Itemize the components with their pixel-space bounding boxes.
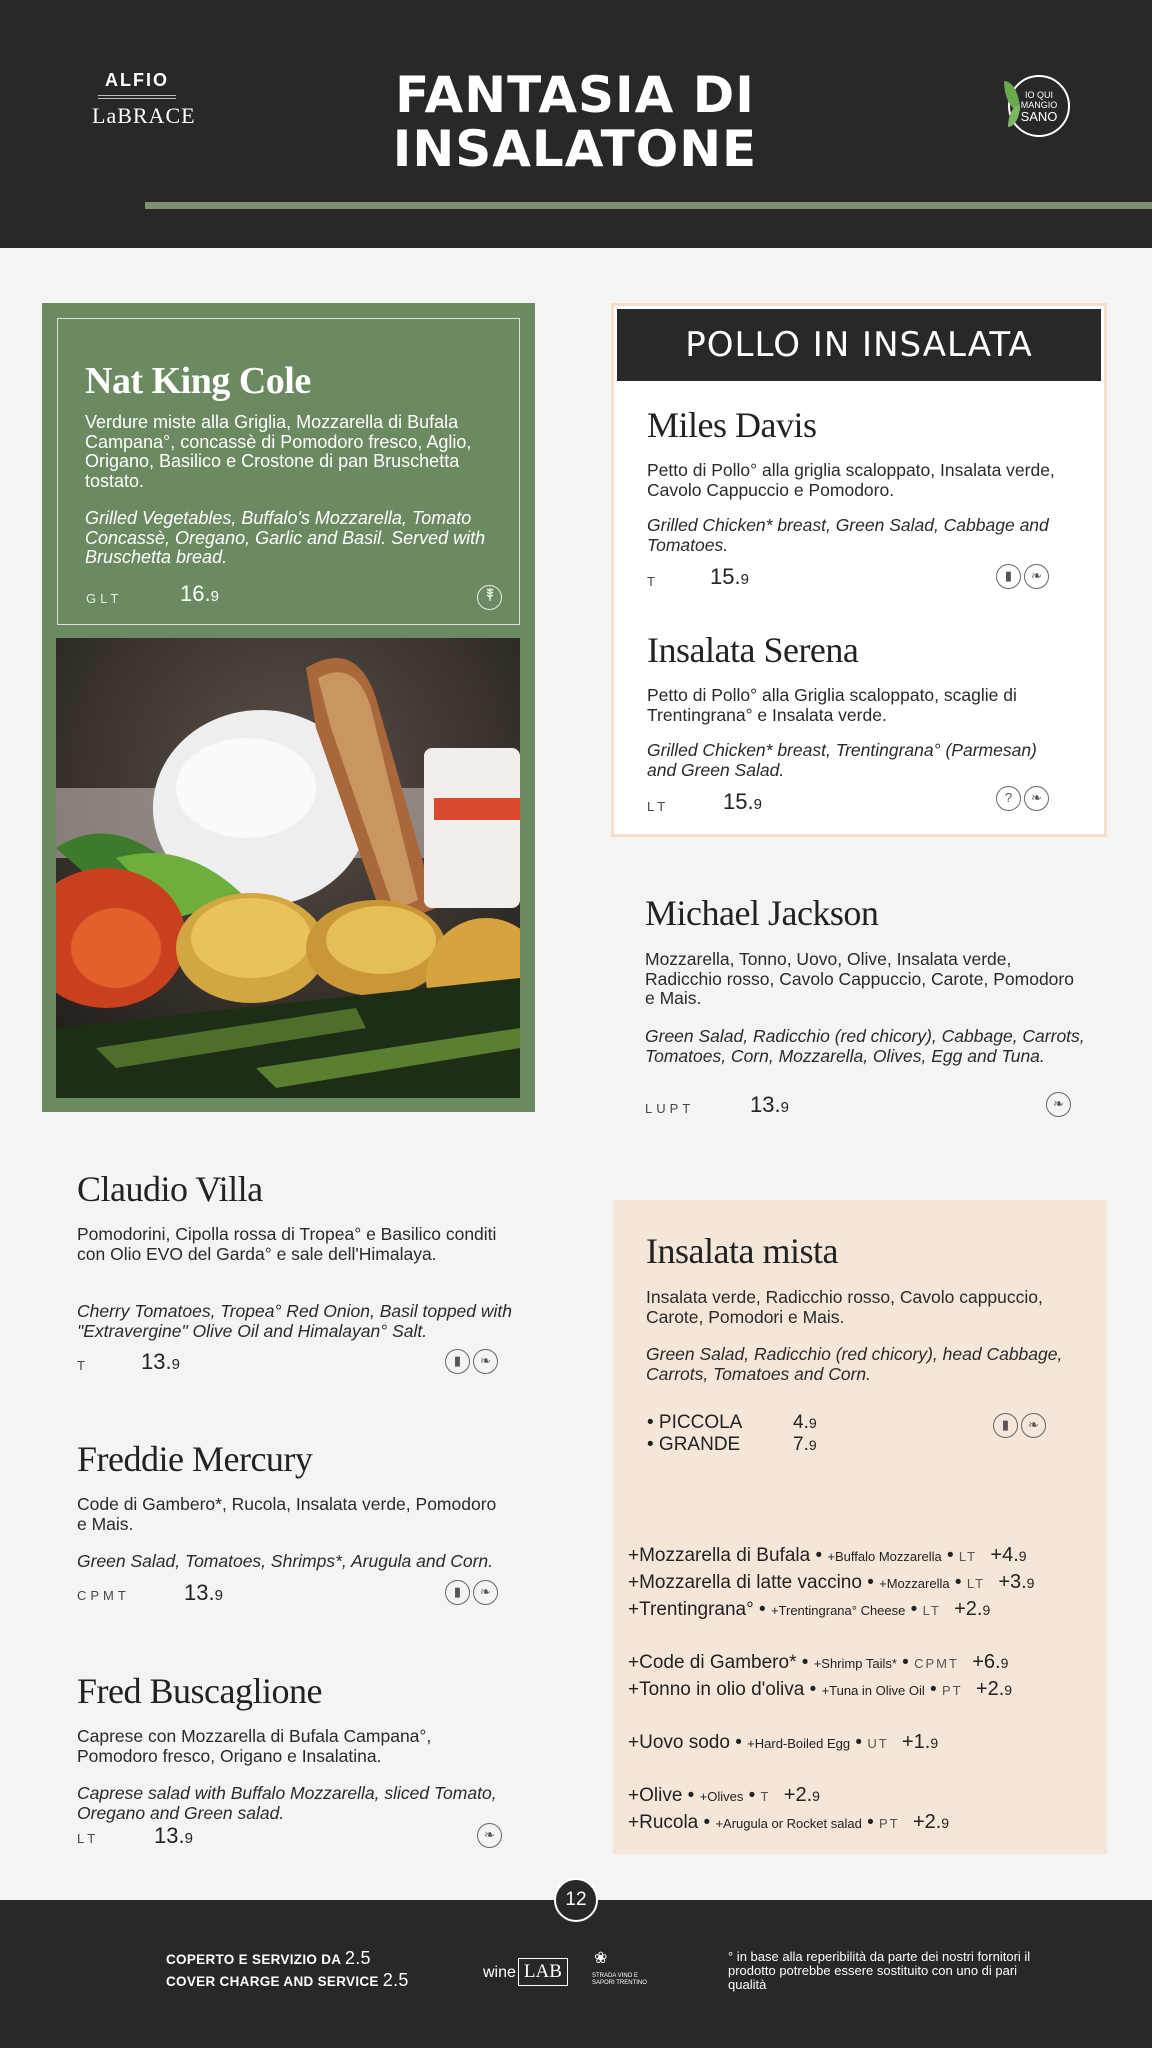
dish-description-it: Code di Gambero*, Rucola, Insalata verde, Pomodoro e Mais. bbox=[77, 1494, 497, 1534]
dish-description-it: Pomodorini, Cipolla rossa di Tropea° e Basilico conditi con Olio EVO del Garda° e sale dell'Himalaya. bbox=[77, 1224, 497, 1264]
dish-price: 16.9 bbox=[180, 581, 219, 606]
section-heading: POLLO IN INSALATA bbox=[617, 309, 1101, 381]
dish-description-en: Grilled Chicken* breast, Green Salad, Cabbage and Tomatoes. bbox=[647, 515, 1049, 555]
nat-king-cole-info bbox=[57, 318, 520, 625]
dish-name: Miles Davis bbox=[647, 405, 817, 445]
page-footer bbox=[0, 1900, 1152, 2048]
dish-name: Insalata mista bbox=[646, 1231, 838, 1271]
allergen-codes: T bbox=[647, 574, 659, 589]
dish-description-it: Insalata verde, Radicchio rosso, Cavolo cappuccio, Carote, Pomodori e Mais. bbox=[646, 1287, 1043, 1327]
bottle-question-icon: ? bbox=[996, 786, 1021, 811]
page-number: 12 bbox=[554, 1878, 598, 1922]
dish-description-en: Green Salad, Radicchio (red chicory), Cabbage, Carrots, Tomatoes, Corn, Mozzarella, Olives, Egg and Tuna. bbox=[645, 1026, 1085, 1066]
dish-description-it: Mozzarella, Tonno, Uovo, Olive, Insalata verde, Radicchio rosso, Cavolo Cappuccio, Carote, Pomodoro e Mais. bbox=[645, 949, 1074, 1008]
page-title: FANTASIA DI INSALATONE bbox=[392, 66, 758, 178]
dish-name: Nat King Cole bbox=[85, 360, 311, 402]
wheat-icon: ❧ bbox=[1021, 1413, 1046, 1438]
bottle-icon: ▮ bbox=[993, 1413, 1018, 1438]
header-divider bbox=[145, 202, 1152, 209]
size-grande: • GRANDE 7.9 bbox=[647, 1434, 817, 1455]
dish-name: Freddie Mercury bbox=[77, 1439, 313, 1479]
allergen-codes: LT bbox=[77, 1831, 100, 1846]
extra-item: +Mozzarella di latte vaccino • +Mozzarella • LT +3.9 bbox=[628, 1571, 1035, 1593]
allergen-codes: CPMT bbox=[77, 1588, 130, 1603]
size-options bbox=[647, 1412, 817, 1456]
extra-item: +Mozzarella di Bufala • +Buffalo Mozzarella • LT +4.9 bbox=[628, 1544, 1027, 1566]
dish-icons bbox=[1043, 1092, 1071, 1117]
salad-photo bbox=[56, 638, 520, 1098]
dish-icons bbox=[442, 1349, 498, 1374]
extra-item: +Trentingrana° • +Trentingrana° Cheese • LT +2.9 bbox=[628, 1598, 991, 1620]
size-piccola: • PICCOLA 4.9 bbox=[647, 1412, 817, 1433]
dish-description-it: Petto di Pollo° alla Griglia scaloppato, scaglie di Trentingrana° e Insalata verde. bbox=[647, 685, 1017, 725]
alfio-la-brace-logo bbox=[92, 70, 196, 129]
strada-vino-logo: ❀ STRADA VINO E SAPORI TRENTINO bbox=[592, 1950, 647, 1986]
logo-line-1: ALFIO bbox=[105, 70, 169, 90]
grape-icon: ❀ bbox=[594, 1950, 608, 1967]
extra-item: +Code di Gambero* • +Shrimp Tails* • CPMT +6.9 bbox=[628, 1651, 1009, 1673]
wheat-icon: ❧ bbox=[1024, 564, 1049, 589]
wheat-question-icon bbox=[477, 585, 502, 610]
dish-price: 15.9 bbox=[710, 564, 749, 589]
dish-price: 13.9 bbox=[141, 1349, 180, 1374]
io-qui-mangio-sano-logo: IO QUI MANGIO SANO bbox=[1008, 75, 1070, 137]
dish-description-en: Green Salad, Tomatoes, Shrimps*, Arugula and Corn. bbox=[77, 1551, 494, 1571]
insalata-mista-section bbox=[613, 1200, 1107, 1854]
dish-price: 13.9 bbox=[184, 1580, 223, 1605]
dish-name: Insalata Serena bbox=[647, 630, 859, 670]
wheat-icon: ❧ bbox=[1046, 1092, 1071, 1117]
dish-name: Michael Jackson bbox=[645, 893, 879, 933]
dish-price: 13.9 bbox=[750, 1092, 789, 1117]
extra-item: +Tonno in olio d'oliva • +Tuna in Olive Oil • PT +2.9 bbox=[628, 1678, 1013, 1700]
dish-name: Claudio Villa bbox=[77, 1169, 263, 1209]
dish-price: 15.9 bbox=[723, 789, 762, 814]
dish-icons bbox=[993, 564, 1049, 589]
dish-description-it: Petto di Pollo° alla griglia scaloppato, Insalata verde, Cavolo Cappuccio e Pomodoro. bbox=[647, 460, 1055, 500]
bottle-icon: ▮ bbox=[445, 1580, 470, 1605]
logo-line-2: LaBRACE bbox=[92, 103, 196, 128]
extra-item: +Rucola • +Arugula or Rocket salad • PT +2.9 bbox=[628, 1811, 950, 1833]
bottle-icon: ▮ bbox=[445, 1349, 470, 1374]
dish-description-it: Caprese con Mozzarella di Bufala Campana°, Pomodoro fresco, Origano e Insalatina. bbox=[77, 1726, 432, 1766]
wheat-icon: ❧ bbox=[477, 1823, 502, 1848]
dish-icons bbox=[442, 1580, 498, 1605]
dish-name: Fred Buscaglione bbox=[77, 1671, 322, 1711]
allergen-codes: T bbox=[77, 1358, 89, 1373]
dish-description-en: Caprese salad with Buffalo Mozzarella, sliced Tomato, Oregano and Green salad. bbox=[77, 1783, 497, 1823]
extras-list bbox=[628, 1544, 1098, 1838]
dish-description-en: Cherry Tomatoes, Tropea° Red Onion, Basil topped with "Extravergine" Olive Oil and Himalayan° Salt. bbox=[77, 1301, 512, 1341]
supply-note: ° in base alla reperibilità da parte dei nostri fornitori il prodotto potrebbe essere sostituito con uno di pari qualità bbox=[728, 1949, 1031, 1992]
dish-price: 13.9 bbox=[154, 1823, 193, 1848]
dish-icons bbox=[474, 1823, 502, 1848]
wheat-icon: ❧ bbox=[473, 1580, 498, 1605]
allergen-codes: GLT bbox=[86, 591, 123, 606]
allergen-codes: LUPT bbox=[645, 1101, 695, 1116]
dish-icons bbox=[990, 1413, 1046, 1438]
wheat-icon: ❧ bbox=[473, 1349, 498, 1374]
page-header bbox=[0, 0, 1152, 248]
wheat-icon: ❧ bbox=[1024, 786, 1049, 811]
allergen-codes: LT bbox=[647, 799, 670, 814]
dish-description-en: Grilled Vegetables, Buffalo's Mozzarella, Tomato Concassè, Oregano, Garlic and Basil. Served with Bruschetta bread. bbox=[85, 508, 486, 567]
dish-description-en: Grilled Chicken* breast, Trentingrana° (Parmesan) and Green Salad. bbox=[647, 740, 1037, 780]
dish-description-it: Verdure miste alla Griglia, Mozzarella di Bufala Campana°, concassè di Pomodoro fresco, Aglio, Origano, Basilico e Crostone di pan Bruschetta tostato. bbox=[85, 412, 472, 491]
cover-charge: COPERTO E SERVIZIO DA 2.5 COVER CHARGE AND SERVICE 2.5 bbox=[166, 1948, 409, 1990]
extra-item: +Uovo sodo • +Hard-Boiled Egg • UT +1.9 bbox=[628, 1731, 939, 1753]
pollo-in-insalata-section bbox=[611, 303, 1107, 837]
nat-king-cole-card bbox=[42, 303, 535, 1112]
dish-description-en: Green Salad, Radicchio (red chicory), head Cabbage, Carrots, Tomatoes and Corn. bbox=[646, 1344, 1063, 1384]
dish-icons bbox=[993, 786, 1049, 811]
extra-item: +Olive • +Olives • T +2.9 bbox=[628, 1784, 820, 1806]
wine-lab-logo: wine LAB bbox=[483, 1958, 568, 1986]
bottle-icon: ▮ bbox=[996, 564, 1021, 589]
